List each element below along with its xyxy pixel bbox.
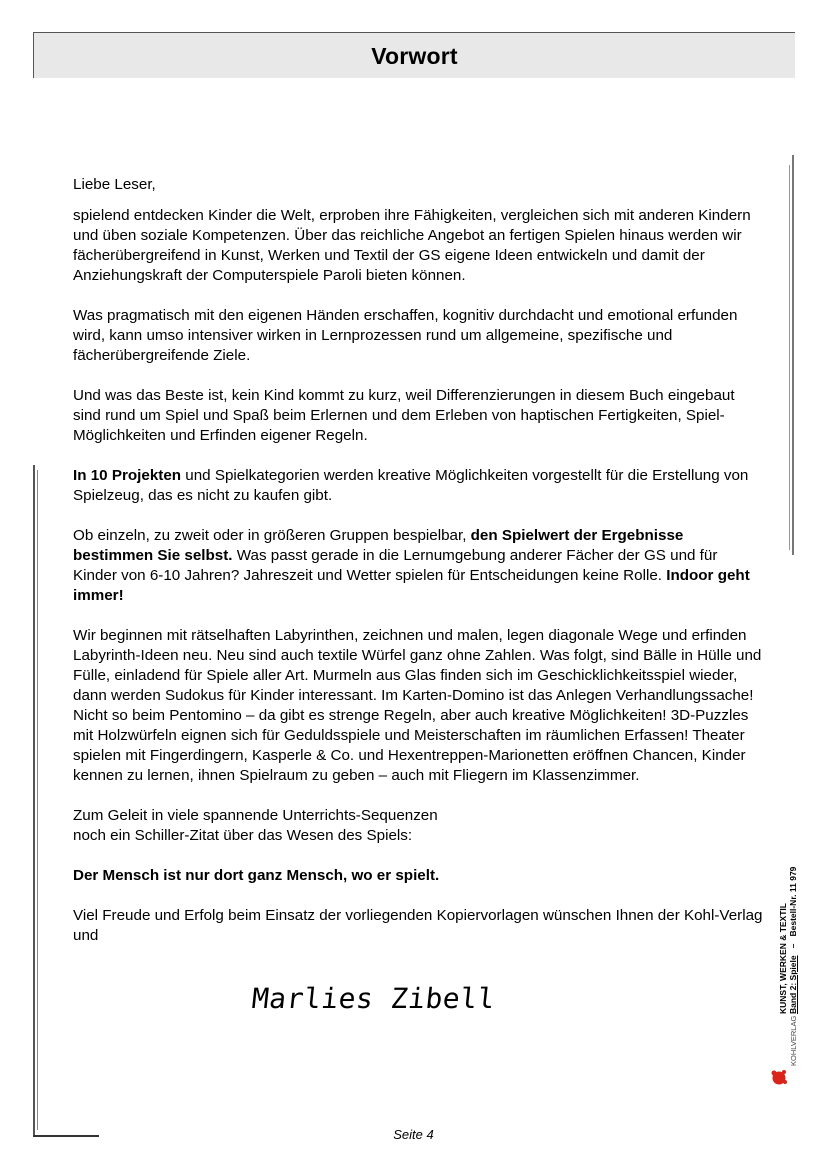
paragraph-3: Und was das Beste ist, kein Kind kommt zu kurz, weil Differenzierungen in diesem Buch eingebaut sind rund um Spiel und Spaß beim Erlernen und dem Erleben von haptischen Fertigkeiten, Spiel-Möglichkeiten und Erfinden eigener Regeln. xyxy=(73,387,735,444)
logo-splash-icon xyxy=(770,1068,788,1086)
paragraph-4-text: und Spielkategorien werden kreative Möglichkeiten vorgestellt für die Erstellung von Spielzeug, das es nicht zu kaufen gibt. xyxy=(73,467,749,504)
closing-paragraph: Viel Freude und Erfolg beim Einsatz der vorliegenden Kopiervorlagen wünschen Ihnen der Kohl-Verlag und xyxy=(73,907,763,944)
side-imprint-text xyxy=(778,867,798,1014)
paragraph-7 xyxy=(73,806,763,846)
foreword-body xyxy=(73,175,763,946)
page-title: Vorwort xyxy=(371,43,458,69)
paragraph-6: Wir beginnen mit rätselhaften Labyrinthen, zeichnen und malen, legen diagonale Wege und erfinden Labyrinth-Ideen neu. Neu sind auch textile Würfel ganz ohne Zahlen. Was folgt, sind Bälle in Hülle und Fülle, einladend für Spiele aller Art. Murmeln aus Glas finden sich im Geschicklichkeitsspiel wieder, dann werden Sudokus für Kinder interessant. Im Karten-Domino ist das Anlegen Verhandlungssache! Nicht so beim Pentomino – da gibt es strenge Regeln, aber auch kreative Möglichkeiten! 3D-Puzzles mit Holzwürfeln eignen sich für Geduldsspiele und Meisterschaften im räumlichen Erfassen! Theater spielen mit Fingerdingern, Kasperle & Co. und Hexentreppen-Marionetten eröffnen Chancen, Kinder kennen zu lernen, ihnen Spielraum zu geben – auch mit Fliegern im Klassenzimmer. xyxy=(73,627,762,784)
left-border-line-inner xyxy=(37,470,38,1130)
paragraph-5-text-a: Ob einzeln, zu zweit oder in größeren Gruppen bespielbar, xyxy=(73,527,471,544)
kohl-verlag-logo xyxy=(768,1015,800,1092)
paragraph-1: spielend entdecken Kinder die Welt, erproben ihre Fähigkeiten, vergleichen sich mit anderen Kindern und üben soziale Kompetenzen. Über das reichliche Angebot an fertigen Spielen hinaus werden wir fächerübergreifend in Kunst, Werken und Textil der GS eigene Ideen entwickeln und damit der Anziehungskraft der Computerspiele Paroli bieten können. xyxy=(73,207,751,284)
left-border-line xyxy=(33,465,35,1137)
paragraph-5-text-b: Was passt gerade in die Lernumgebung anderer Fächer der GS und für Kinder von 6-10 Jahren? Jahreszeit und Wetter spielen für Entscheidungen keine Rolle. xyxy=(73,547,718,584)
paragraph-5-bold-2: Indoor geht immer! xyxy=(73,567,750,604)
paragraph-5-bold-1: den Spielwert der Ergebnisse bestimmen Sie selbst. xyxy=(73,527,684,564)
logo-text: KOHLVERLAG xyxy=(789,1015,798,1066)
paragraph-4 xyxy=(73,466,763,506)
paragraph-5 xyxy=(73,526,763,606)
side-imprint-line-1: KUNST, WERKEN & TEXTIL xyxy=(778,903,788,1014)
schiller-quote-text: Der Mensch ist nur dort ganz Mensch, wo er spielt. xyxy=(73,867,440,884)
side-imprint-band: Band 2: Spiele xyxy=(788,955,798,1014)
right-border-line-inner xyxy=(789,165,790,550)
title-bar xyxy=(33,32,795,78)
schiller-quote xyxy=(73,866,763,886)
paragraph-7-line-1: Zum Geleit in viele spannende Unterrichts-Sequenzen xyxy=(73,807,438,824)
side-imprint-order-number: – Bestell-Nr. 11 979 xyxy=(788,866,798,956)
paragraph-4-bold: In 10 Projekten xyxy=(73,467,182,484)
page-number: Seite 4 xyxy=(393,1127,434,1142)
paragraph-2: Was pragmatisch mit den eigenen Händen erschaffen, kognitiv durchdacht und emotional erfunden wird, kann umso intensiver wirken in Lernprozessen rund um allgemeine, spezifische und fächerübergreifende Ziele. xyxy=(73,307,738,364)
side-imprint-line-2 xyxy=(788,867,798,1014)
signature: Marlies Zibell xyxy=(250,982,497,1015)
paragraph-7-line-2: noch ein Schiller-Zitat über das Wesen des Spiels: xyxy=(73,827,413,844)
right-border-line xyxy=(792,155,794,555)
greeting: Liebe Leser, xyxy=(73,176,156,193)
